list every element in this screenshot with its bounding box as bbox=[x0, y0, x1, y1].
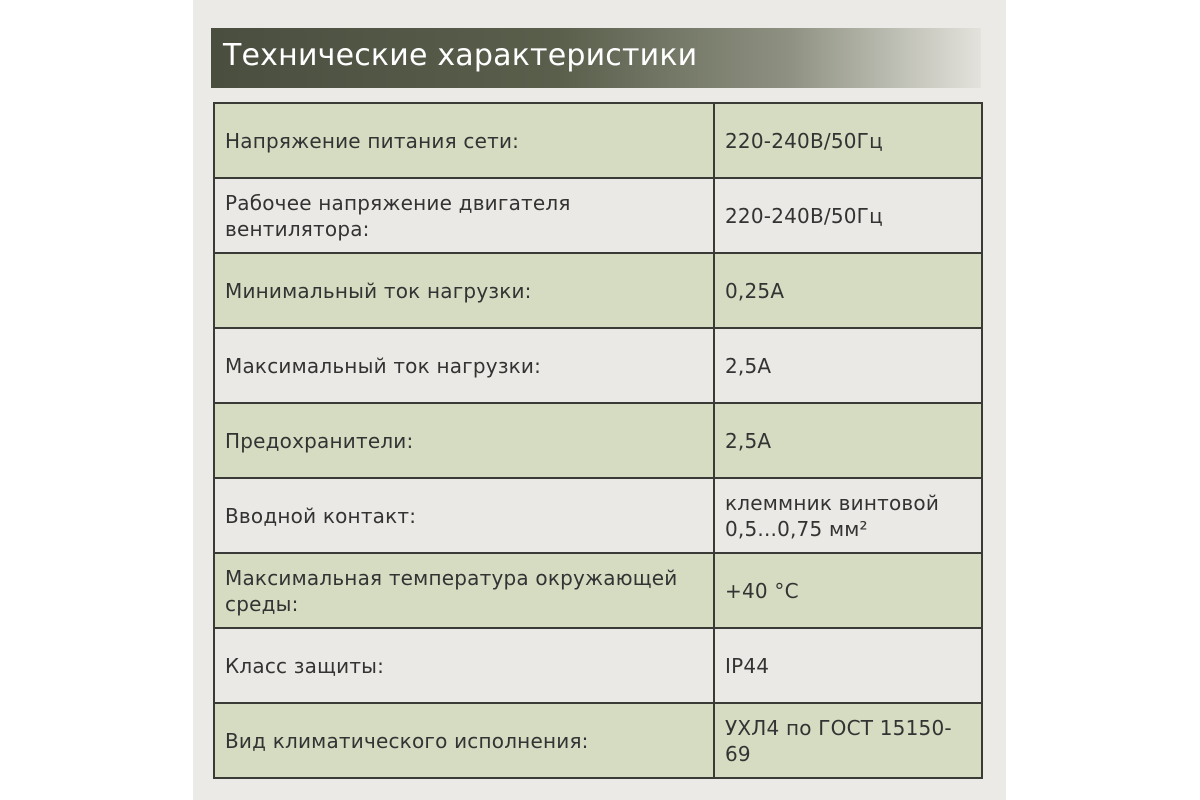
table-row bbox=[214, 328, 982, 403]
table-row bbox=[214, 403, 982, 478]
row-label: Максимальная температура окружающей среды: bbox=[214, 553, 714, 628]
row-value: +40 °С bbox=[714, 553, 982, 628]
row-label: Напряжение питания сети: bbox=[214, 103, 714, 178]
row-value: 0,25А bbox=[714, 253, 982, 328]
table-row bbox=[214, 553, 982, 628]
title-bar bbox=[211, 28, 981, 88]
row-value: 2,5А bbox=[714, 328, 982, 403]
row-label: Рабочее напряжение двигателя вентилятора: bbox=[214, 178, 714, 253]
row-label: Максимальный ток нагрузки: bbox=[214, 328, 714, 403]
specifications-table bbox=[213, 102, 983, 779]
table-row bbox=[214, 703, 982, 778]
table-row bbox=[214, 103, 982, 178]
table-row bbox=[214, 253, 982, 328]
row-value: клеммник винтовой 0,5...0,75 мм² bbox=[714, 478, 982, 553]
row-value: 220-240В/50Гц bbox=[714, 103, 982, 178]
row-value: 220-240В/50Гц bbox=[714, 178, 982, 253]
row-label: Минимальный ток нагрузки: bbox=[214, 253, 714, 328]
page-title: Технические характеристики bbox=[223, 38, 698, 73]
row-label: Вид климатического исполнения: bbox=[214, 703, 714, 778]
table-row bbox=[214, 628, 982, 703]
row-value: УХЛ4 по ГОСТ 15150-69 bbox=[714, 703, 982, 778]
row-label: Вводной контакт: bbox=[214, 478, 714, 553]
table-row bbox=[214, 178, 982, 253]
row-label: Предохранители: bbox=[214, 403, 714, 478]
table-row bbox=[214, 478, 982, 553]
row-label: Класс защиты: bbox=[214, 628, 714, 703]
row-value: IP44 bbox=[714, 628, 982, 703]
row-value: 2,5А bbox=[714, 403, 982, 478]
